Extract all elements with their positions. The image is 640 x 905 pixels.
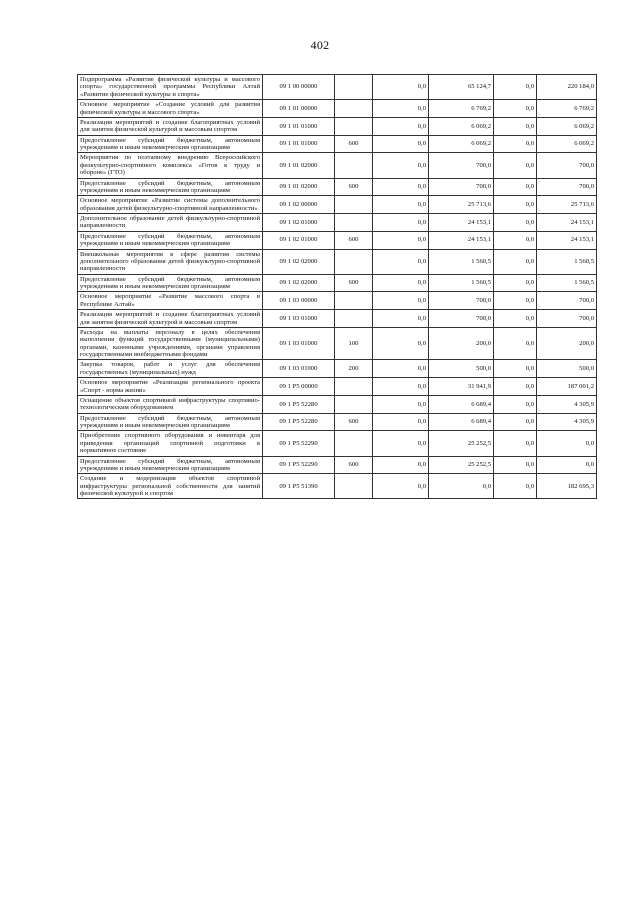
item-name-cell: Предоставление субсидий бюджетным, автономным учреждениям и иным некоммерческим организациям bbox=[78, 135, 263, 153]
amount-cell-4: 25 713,6 bbox=[537, 196, 597, 214]
item-name-cell: Подпрограмма «Развитие физической культуры и массового спорта» государственной программы Республики Алтай «Развитие физической культуры и спорта» bbox=[78, 75, 263, 100]
amount-cell-3: 0,0 bbox=[494, 292, 537, 310]
amount-cell-1: 0,0 bbox=[373, 378, 429, 396]
table-row bbox=[78, 178, 597, 196]
amount-cell-3: 0,0 bbox=[494, 135, 537, 153]
amount-cell-1: 0,0 bbox=[373, 178, 429, 196]
amount-cell-3: 0,0 bbox=[494, 153, 537, 178]
amount-cell-2: 700,0 bbox=[429, 153, 494, 178]
table-row bbox=[78, 75, 597, 100]
item-name-cell: Предоставление субсидий бюджетным, автономным учреждениям и иным некоммерческим организациям bbox=[78, 413, 263, 431]
expense-type-cell bbox=[335, 117, 373, 135]
amount-cell-1: 0,0 bbox=[373, 474, 429, 499]
table-body bbox=[78, 75, 597, 499]
target-code-cell: 09 1 P5 52290 bbox=[263, 456, 335, 474]
amount-cell-4: 200,0 bbox=[537, 327, 597, 360]
amount-cell-4: 4 305,9 bbox=[537, 395, 597, 413]
amount-cell-2: 24 153,1 bbox=[429, 214, 494, 232]
amount-cell-3: 0,0 bbox=[494, 196, 537, 214]
amount-cell-4: 700,0 bbox=[537, 178, 597, 196]
table-row bbox=[78, 327, 597, 360]
target-code-cell: 09 1 P5 52280 bbox=[263, 395, 335, 413]
table-row bbox=[78, 249, 597, 274]
amount-cell-2: 25 252,5 bbox=[429, 431, 494, 456]
expense-type-cell bbox=[335, 431, 373, 456]
amount-cell-2: 6 069,2 bbox=[429, 135, 494, 153]
amount-cell-4: 700,0 bbox=[537, 292, 597, 310]
amount-cell-1: 0,0 bbox=[373, 292, 429, 310]
expense-type-cell bbox=[335, 249, 373, 274]
amount-cell-1: 0,0 bbox=[373, 456, 429, 474]
amount-cell-1: 0,0 bbox=[373, 249, 429, 274]
item-name-cell: Основное мероприятие «Создание условий для развития физической культуры и массового спорта» bbox=[78, 100, 263, 118]
amount-cell-4: 700,0 bbox=[537, 310, 597, 328]
expense-type-cell bbox=[335, 474, 373, 499]
amount-cell-1: 0,0 bbox=[373, 231, 429, 249]
table-row bbox=[78, 274, 597, 292]
amount-cell-1: 0,0 bbox=[373, 75, 429, 100]
amount-cell-2: 6 689,4 bbox=[429, 413, 494, 431]
expense-type-cell: 600 bbox=[335, 231, 373, 249]
amount-cell-2: 0,0 bbox=[429, 474, 494, 499]
amount-cell-4: 1 560,5 bbox=[537, 274, 597, 292]
target-code-cell: 09 1 P5 51390 bbox=[263, 474, 335, 499]
amount-cell-4: 0,0 bbox=[537, 456, 597, 474]
table-row bbox=[78, 431, 597, 456]
item-name-cell: Реализация мероприятий и создание благоприятных условий для занятия физической культурой и массовым спортом bbox=[78, 310, 263, 328]
amount-cell-3: 0,0 bbox=[494, 100, 537, 118]
amount-cell-1: 0,0 bbox=[373, 395, 429, 413]
table-row bbox=[78, 292, 597, 310]
amount-cell-3: 0,0 bbox=[494, 310, 537, 328]
expense-type-cell: 600 bbox=[335, 178, 373, 196]
amount-cell-1: 0,0 bbox=[373, 431, 429, 456]
expense-type-cell bbox=[335, 378, 373, 396]
target-code-cell: 09 1 01 01000 bbox=[263, 117, 335, 135]
amount-cell-3: 0,0 bbox=[494, 117, 537, 135]
table-row bbox=[78, 378, 597, 396]
amount-cell-3: 0,0 bbox=[494, 413, 537, 431]
amount-cell-1: 0,0 bbox=[373, 214, 429, 232]
amount-cell-4: 0,0 bbox=[537, 431, 597, 456]
expense-type-cell bbox=[335, 196, 373, 214]
amount-cell-3: 0,0 bbox=[494, 274, 537, 292]
amount-cell-2: 500,0 bbox=[429, 360, 494, 378]
target-code-cell: 09 1 02 01000 bbox=[263, 214, 335, 232]
amount-cell-2: 65 124,7 bbox=[429, 75, 494, 100]
amount-cell-3: 0,0 bbox=[494, 75, 537, 100]
expense-type-cell bbox=[335, 292, 373, 310]
amount-cell-2: 1 560,5 bbox=[429, 274, 494, 292]
item-name-cell: Закупка товаров, работ и услуг для обеспечения государственных (муниципальных) нужд bbox=[78, 360, 263, 378]
target-code-cell: 09 1 03 01000 bbox=[263, 310, 335, 328]
amount-cell-3: 0,0 bbox=[494, 214, 537, 232]
expense-type-cell bbox=[335, 153, 373, 178]
amount-cell-1: 0,0 bbox=[373, 327, 429, 360]
amount-cell-1: 0,0 bbox=[373, 360, 429, 378]
table-row bbox=[78, 196, 597, 214]
amount-cell-2: 700,0 bbox=[429, 292, 494, 310]
amount-cell-1: 0,0 bbox=[373, 413, 429, 431]
amount-cell-1: 0,0 bbox=[373, 196, 429, 214]
table-row bbox=[78, 360, 597, 378]
amount-cell-3: 0,0 bbox=[494, 456, 537, 474]
target-code-cell: 09 1 02 02000 bbox=[263, 274, 335, 292]
expense-type-cell bbox=[335, 310, 373, 328]
amount-cell-1: 0,0 bbox=[373, 153, 429, 178]
item-name-cell: Дополнительное образование детей физкультурно-спортивной направленности bbox=[78, 214, 263, 232]
amount-cell-4: 6 069,2 bbox=[537, 135, 597, 153]
target-code-cell: 09 1 02 01000 bbox=[263, 231, 335, 249]
expense-type-cell: 600 bbox=[335, 413, 373, 431]
target-code-cell: 09 1 01 02000 bbox=[263, 153, 335, 178]
table-row bbox=[78, 214, 597, 232]
table-row bbox=[78, 474, 597, 499]
target-code-cell: 09 1 01 02000 bbox=[263, 178, 335, 196]
amount-cell-1: 0,0 bbox=[373, 117, 429, 135]
amount-cell-4: 220 184,0 bbox=[537, 75, 597, 100]
target-code-cell: 09 1 00 00000 bbox=[263, 75, 335, 100]
amount-cell-2: 25 713,6 bbox=[429, 196, 494, 214]
amount-cell-2: 6 769,2 bbox=[429, 100, 494, 118]
table-row bbox=[78, 413, 597, 431]
target-code-cell: 09 1 03 00000 bbox=[263, 292, 335, 310]
target-code-cell: 09 1 02 02000 bbox=[263, 249, 335, 274]
amount-cell-3: 0,0 bbox=[494, 178, 537, 196]
item-name-cell: Создание и модернизация объектов спортивной инфраструктуры региональной собственности для занятий физической культурой и спортом bbox=[78, 474, 263, 499]
target-code-cell: 09 1 02 00000 bbox=[263, 196, 335, 214]
target-code-cell: 09 1 03 01000 bbox=[263, 327, 335, 360]
amount-cell-3: 0,0 bbox=[494, 327, 537, 360]
amount-cell-3: 0,0 bbox=[494, 378, 537, 396]
amount-cell-3: 0,0 bbox=[494, 231, 537, 249]
amount-cell-1: 0,0 bbox=[373, 100, 429, 118]
amount-cell-4: 6 769,2 bbox=[537, 100, 597, 118]
target-code-cell: 09 1 P5 52290 bbox=[263, 431, 335, 456]
amount-cell-2: 31 941,9 bbox=[429, 378, 494, 396]
amount-cell-2: 25 252,5 bbox=[429, 456, 494, 474]
item-name-cell: Реализация мероприятий и создание благоприятных условий для занятия физической культурой и массовым спортом bbox=[78, 117, 263, 135]
expense-type-cell: 200 bbox=[335, 360, 373, 378]
amount-cell-1: 0,0 bbox=[373, 310, 429, 328]
item-name-cell: Оснащение объектов спортивной инфраструктуры спортивно-технологическим оборудованием bbox=[78, 395, 263, 413]
amount-cell-2: 200,0 bbox=[429, 327, 494, 360]
target-code-cell: 09 1 P5 52280 bbox=[263, 413, 335, 431]
amount-cell-4: 24 153,1 bbox=[537, 214, 597, 232]
expense-type-cell bbox=[335, 214, 373, 232]
amount-cell-4: 700,0 bbox=[537, 153, 597, 178]
item-name-cell: Расходы на выплаты персоналу в целях обеспечения выполнения функций государственными (муниципальными) органами, казенными учреждениями, органами управления государственными внебюджетными фондами bbox=[78, 327, 263, 360]
table-row bbox=[78, 231, 597, 249]
amount-cell-2: 6 689,4 bbox=[429, 395, 494, 413]
amount-cell-4: 500,0 bbox=[537, 360, 597, 378]
table-row bbox=[78, 310, 597, 328]
amount-cell-1: 0,0 bbox=[373, 135, 429, 153]
amount-cell-3: 0,0 bbox=[494, 360, 537, 378]
amount-cell-2: 24 153,1 bbox=[429, 231, 494, 249]
table-row bbox=[78, 153, 597, 178]
target-code-cell: 09 1 03 01000 bbox=[263, 360, 335, 378]
target-code-cell: 09 1 01 01000 bbox=[263, 135, 335, 153]
amount-cell-1: 0,0 bbox=[373, 274, 429, 292]
expense-type-cell bbox=[335, 75, 373, 100]
item-name-cell: Основное мероприятие «Реализация регионального проекта «Спорт - норма жизни» bbox=[78, 378, 263, 396]
amount-cell-4: 187 001,2 bbox=[537, 378, 597, 396]
item-name-cell: Основное мероприятие «Развитие системы дополнительного образования детей физкультурно-спортивной направленности» bbox=[78, 196, 263, 214]
amount-cell-4: 6 069,2 bbox=[537, 117, 597, 135]
expense-type-cell: 600 bbox=[335, 456, 373, 474]
table-row bbox=[78, 456, 597, 474]
amount-cell-4: 182 695,3 bbox=[537, 474, 597, 499]
amount-cell-2: 700,0 bbox=[429, 310, 494, 328]
expense-type-cell: 100 bbox=[335, 327, 373, 360]
item-name-cell: Мероприятия по поэтапному внедрению Всероссийского физкультурно-спортивного комплекса «Готов к труду и обороне» (ГТО) bbox=[78, 153, 263, 178]
amount-cell-3: 0,0 bbox=[494, 474, 537, 499]
item-name-cell: Предоставление субсидий бюджетным, автономным учреждениям и иным некоммерческим организациям bbox=[78, 274, 263, 292]
budget-table bbox=[77, 74, 597, 499]
amount-cell-2: 6 069,2 bbox=[429, 117, 494, 135]
amount-cell-2: 700,0 bbox=[429, 178, 494, 196]
item-name-cell: Предоставление субсидий бюджетным, автономным учреждениям и иным некоммерческим организациям bbox=[78, 456, 263, 474]
item-name-cell: Основное мероприятие «Развитие массового спорта в Республике Алтай» bbox=[78, 292, 263, 310]
amount-cell-2: 1 560,5 bbox=[429, 249, 494, 274]
amount-cell-4: 4 305,9 bbox=[537, 413, 597, 431]
amount-cell-4: 24 153,1 bbox=[537, 231, 597, 249]
item-name-cell: Предоставление субсидий бюджетным, автономным учреждениям и иным некоммерческим организациям bbox=[78, 231, 263, 249]
target-code-cell: 09 1 P5 00000 bbox=[263, 378, 335, 396]
table-row bbox=[78, 395, 597, 413]
expense-type-cell bbox=[335, 100, 373, 118]
amount-cell-3: 0,0 bbox=[494, 395, 537, 413]
table-row bbox=[78, 100, 597, 118]
table-row bbox=[78, 117, 597, 135]
expense-type-cell: 600 bbox=[335, 274, 373, 292]
amount-cell-3: 0,0 bbox=[494, 249, 537, 274]
table-row bbox=[78, 135, 597, 153]
page-number: 402 bbox=[310, 38, 330, 52]
amount-cell-3: 0,0 bbox=[494, 431, 537, 456]
expense-type-cell: 600 bbox=[335, 135, 373, 153]
item-name-cell: Приобретение спортивного оборудования и инвентаря для приведения организаций спортивной подготовки в нормативное состояние bbox=[78, 431, 263, 456]
target-code-cell: 09 1 01 00000 bbox=[263, 100, 335, 118]
amount-cell-4: 1 560,5 bbox=[537, 249, 597, 274]
item-name-cell: Внешкольные мероприятия в сфере развития системы дополнительного образования детей физкультурно-спортивной направленности bbox=[78, 249, 263, 274]
expense-type-cell bbox=[335, 395, 373, 413]
item-name-cell: Предоставление субсидий бюджетным, автономным учреждениям и иным некоммерческим организациям bbox=[78, 178, 263, 196]
